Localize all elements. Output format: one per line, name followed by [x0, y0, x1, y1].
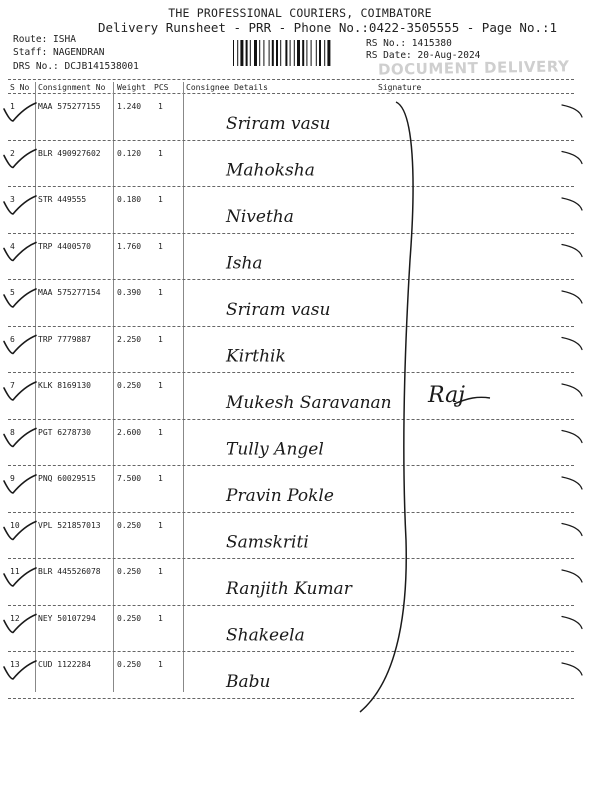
- brace-stroke: [360, 102, 413, 712]
- column-header-consignment: Consignment No: [38, 83, 106, 92]
- cell-sno: 12: [10, 613, 20, 623]
- cell-pcs: 1: [158, 660, 163, 669]
- cell-pcs: 1: [158, 102, 163, 111]
- cell-consignment-no: BLR 445526078: [38, 567, 101, 576]
- tick-mark: [4, 615, 36, 633]
- cell-weight: 2.600: [117, 427, 142, 437]
- cell-consignment-no: PNQ 60029515: [38, 474, 96, 483]
- cell-sno: 3: [10, 195, 15, 204]
- cell-weight: 2.250: [117, 334, 142, 344]
- row-separator: [8, 512, 574, 513]
- row-separator: [8, 605, 574, 606]
- cell-pcs: 1: [158, 195, 163, 204]
- signature-underline: [454, 397, 490, 404]
- cell-pcs: 1: [158, 148, 163, 158]
- cell-sno: 13: [10, 660, 20, 669]
- row-separator: [8, 372, 574, 373]
- cell-sno: 11: [10, 567, 20, 576]
- margin-mark: [562, 245, 582, 257]
- cell-sno: 10: [10, 520, 20, 530]
- margin-mark: [562, 477, 582, 489]
- consignee-handwritten-name: Samskriti: [226, 532, 309, 553]
- cell-pcs: 1: [158, 567, 163, 576]
- runsheet-title: Delivery Runsheet - PRR - Phone No.:0422-3505555 - Page No.:1: [98, 20, 558, 35]
- margin-mark: [562, 524, 582, 536]
- cell-sno: 7: [10, 381, 15, 390]
- tick-mark: [4, 382, 36, 400]
- column-header-pcs: PCS: [154, 83, 169, 92]
- tick-mark: [4, 196, 36, 214]
- cell-sno: 2: [10, 148, 15, 158]
- consignee-handwritten-name: Pravin Pokle: [226, 486, 334, 506]
- cell-consignment-no: TRP 7779887: [38, 334, 91, 344]
- row-separator: [8, 279, 574, 280]
- header-top-rule: [8, 79, 574, 80]
- consignee-handwritten-name: Babu: [226, 672, 271, 692]
- cell-consignment-no: VPL 521857013: [38, 520, 101, 530]
- tick-mark: [4, 289, 36, 307]
- row-separator: [8, 651, 574, 652]
- margin-mark: [562, 105, 582, 117]
- cell-weight: 0.250: [117, 381, 142, 390]
- header-bottom-rule: [8, 93, 574, 94]
- column-header-signature: Signature: [378, 83, 422, 92]
- cell-consignment-no: MAA 575277154: [38, 288, 101, 297]
- cell-weight: 0.120: [117, 148, 142, 158]
- consignee-handwritten-name: Kirthik: [226, 346, 286, 367]
- consignee-handwritten-name: Ranjith Kumar: [226, 579, 352, 599]
- cell-weight: 1.240: [117, 102, 142, 111]
- cell-consignment-no: STR 449555: [38, 195, 87, 204]
- column-header-consignee: Consignee Details: [186, 83, 268, 92]
- cell-sno: 9: [10, 474, 15, 483]
- cell-weight: 0.180: [117, 195, 142, 204]
- column-separator: [183, 82, 184, 692]
- margin-mark: [562, 663, 582, 675]
- margin-mark: [562, 617, 582, 629]
- signature-scribble: Raj: [428, 383, 466, 408]
- cell-sno: 1: [10, 102, 15, 111]
- tick-mark: [4, 336, 36, 354]
- cell-consignment-no: KLK 8169130: [38, 381, 91, 390]
- margin-mark: [562, 431, 582, 443]
- cell-pcs: 1: [158, 613, 163, 623]
- column-separator: [113, 82, 114, 692]
- cell-consignment-no: BLR 490927602: [38, 148, 101, 158]
- consignee-handwritten-name: Isha: [226, 253, 263, 274]
- tick-mark: [4, 429, 36, 447]
- cell-pcs: 1: [158, 334, 163, 344]
- consignee-handwritten-name: Nivetha: [226, 207, 294, 227]
- cell-pcs: 1: [158, 241, 163, 251]
- column-separator: [35, 82, 36, 692]
- cell-sno: 4: [10, 241, 15, 251]
- consignee-handwritten-name: Shakeela: [226, 625, 305, 646]
- cell-consignment-no: CUD 1122284: [38, 660, 91, 669]
- rs-number: RS No.: 1415380: [366, 38, 452, 49]
- staff-label: Staff: NAGENDRAN: [13, 47, 105, 58]
- cell-consignment-no: PGT 6278730: [38, 427, 91, 437]
- cell-sno: 8: [10, 427, 15, 437]
- row-separator: [8, 140, 574, 141]
- drs-number: DRS No.: DCJB141538001: [13, 61, 139, 72]
- tick-mark: [4, 243, 36, 261]
- tick-mark: [4, 150, 36, 168]
- cell-pcs: 1: [158, 474, 163, 483]
- consignee-handwritten-name: Mukesh Saravanan: [226, 393, 392, 413]
- cell-pcs: 1: [158, 288, 163, 297]
- tick-mark: [4, 661, 36, 679]
- cell-weight: 7.500: [117, 474, 142, 483]
- row-separator: [8, 558, 574, 559]
- margin-mark: [562, 291, 582, 303]
- consignee-handwritten-name: Sriram vasu: [226, 300, 331, 320]
- cell-pcs: 1: [158, 520, 163, 530]
- company-name: THE PROFESSIONAL COURIERS, COIMBATORE: [168, 6, 432, 20]
- margin-mark: [562, 338, 582, 350]
- row-separator: [8, 233, 574, 234]
- row-separator: [8, 419, 574, 420]
- cell-consignment-no: MAA 575277155: [38, 102, 101, 111]
- cell-weight: 0.250: [117, 660, 142, 669]
- margin-mark: [562, 384, 582, 396]
- barcode-image: [232, 40, 360, 66]
- document-delivery-stamp: DOCUMENT DELIVERY: [377, 57, 570, 79]
- cell-consignment-no: NEY 50107294: [38, 613, 96, 623]
- cell-consignment-no: TRP 4400570: [38, 241, 91, 251]
- row-separator: [8, 698, 574, 699]
- cell-weight: 0.390: [117, 288, 142, 297]
- cell-weight: 0.250: [117, 613, 142, 623]
- consignee-handwritten-name: Sriram vasu: [226, 114, 331, 134]
- tick-mark: [4, 568, 36, 586]
- margin-mark: [562, 198, 582, 210]
- column-header-weight: Weight: [117, 83, 146, 92]
- consignee-handwritten-name: Mahoksha: [226, 160, 315, 181]
- margin-mark: [562, 570, 582, 582]
- cell-pcs: 1: [158, 381, 163, 390]
- row-separator: [8, 186, 574, 187]
- cell-weight: 0.250: [117, 520, 142, 530]
- tick-mark: [4, 522, 36, 540]
- consignee-handwritten-name: Tully Angel: [226, 439, 324, 460]
- cell-sno: 5: [10, 288, 15, 297]
- route-label: Route: ISHA: [13, 34, 76, 45]
- tick-mark: [4, 103, 36, 121]
- row-separator: [8, 465, 574, 466]
- column-header-sno: S No: [10, 83, 30, 92]
- cell-pcs: 1: [158, 427, 163, 437]
- row-separator: [8, 326, 574, 327]
- rs-date: RS Date: 20-Aug-2024: [366, 50, 481, 61]
- cell-sno: 6: [10, 334, 15, 344]
- margin-mark: [562, 152, 582, 164]
- tick-mark: [4, 475, 36, 493]
- cell-weight: 0.250: [117, 567, 142, 576]
- cell-weight: 1.760: [117, 241, 142, 251]
